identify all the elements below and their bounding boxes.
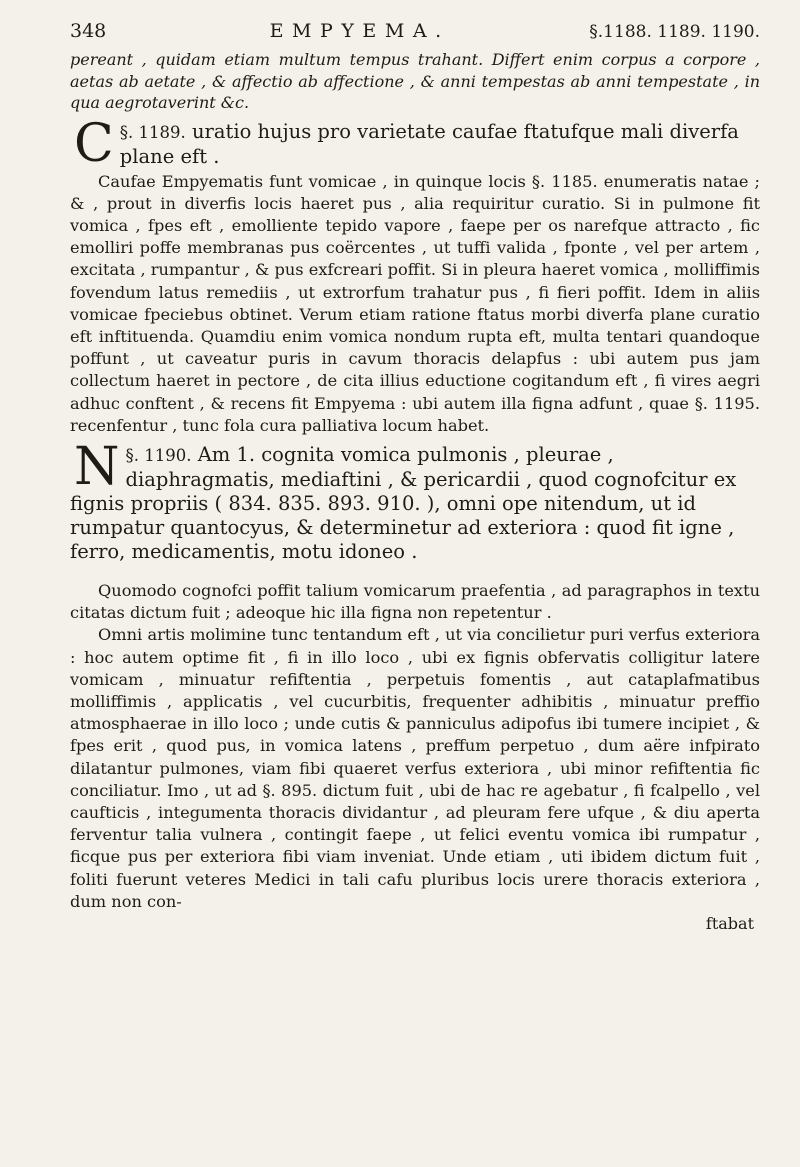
section-1190-heading bbox=[70, 436, 760, 564]
section-range: §.1188. 1189. 1190. bbox=[589, 22, 760, 42]
running-title: EMPYEMA. bbox=[269, 20, 450, 42]
spacer bbox=[70, 566, 760, 580]
section-1189-paragraph: Caufae Empyematis funt vomicae , in quinque locis §. 1185. enumeratis natae ; & , prout in diverfis locis haeret pus , alia requiritur curatio. Si in pulmone fit vomica , fpes eft , emolliente tepido vapore , faepe per os narefque attracto , fic emolliri poffe membranas pus coërcentes , ut tuffi valida , fponte , vel per artem , excitata , rumpantur , & pus exfcreari poffit. Si in pleura haeret vomica , molliffimis fovendum latus remediis , ut extrorfum trahatur pus , fi fieri poffit. Idem in aliis vomicae fpeciebus obtinet. Verum etiam ratione ftatus morbi diverfa plane curatio eft inftituenda. Quamdiu enim vomica nondum rupta eft, multa tentari quandoque poffunt , ut caveatur puris in cavum thoracis delapfus : ubi autem pus jam collectum haeret in pectore , de cita illius eductione cogitandum eft , fi vires aegri adhuc conftent , & recens fit Empyema : ubi autem illa figna adfunt , quae §. 1195. recenfentur , tunc fola cura palliativa locum habet. bbox=[70, 171, 760, 435]
page-number: 348 bbox=[70, 20, 107, 42]
commentary-paragraph-2: Omni artis molimine tunc tentandum eft , ut via concilietur puri verfus exteriora : hoc autem optime fit , fi in illo loco , ubi ex fignis obfervatis colligitur latere vomicam , minuatur refiftentia , perpetuis fomentis , aut cataplafmatibus molliffimis , applicatis , vel cucurbitis, frequenter adhibitis , minuatur preffio atmosphaerae in illo loco ; unde cutis & panniculus adipofus ibi tumere incipiet , & fpes erit , quod pus, in vomica latens , preffum perpetuo , dum aëre infpirato dilatantur pulmones, viam fibi quaeret verfus exteriora , ubi minor refiftentia fic conciliatur. Imo , ut ad §. 895. dictum fuit , ubi de hac re agebatur , fi fcalpello , vel caufticis , integumenta thoracis dividantur , ad pleuram fere ufque , & diu aperta ferventur talia vulnera , contingit faepe , ut felici eventu vomica ibi rumpatur , ficque pus per exteriora fibi viam inveniat. Unde etiam , uti ibidem dictum fuit , foliti fuerunt veteres Medici in tali cafu pluribus locis urere thoracis exteriora , dum non con- bbox=[70, 625, 760, 911]
section-heading-text: Am 1. cognita vomica pulmonis , pleurae , diaphragmatis, mediaftini , & pericardii , quod cognofcitur ex fignis propriis ( 834. 835. 893. 910. ), omni ope nitendum, ut id rumpatur quantocyus, & determinetur ad exteriora : quod fit igne , ferro, medicamentis, motu idoneo . bbox=[70, 442, 737, 563]
drop-cap: N bbox=[74, 436, 120, 497]
section-number: §. 1189. bbox=[119, 122, 186, 142]
commentary-paragraph-1: Quomodo cognofci poffit talium vomicarum praefentia , ad paragraphos in textu citatas dictum fuit ; adeoque hic illa figna non repetentur . bbox=[70, 580, 760, 623]
section-number: §. 1190. bbox=[125, 445, 192, 465]
section-heading-text: uratio hujus pro varietate caufae ftatufque mali diverfa plane eft . bbox=[119, 119, 739, 168]
intro-paragraph: pereant , quidam etiam multum tempus trahant. Differt enim corpus a corpore , aetas ab aetate , & affectio ab affectione , & anni tempestas ab anni tempestate , in qua aegrotaverint &c. bbox=[70, 50, 760, 112]
catchword: ftabat bbox=[705, 913, 754, 933]
running-head bbox=[70, 18, 760, 45]
drop-cap: C bbox=[74, 113, 114, 174]
section-1189-heading bbox=[70, 113, 760, 174]
